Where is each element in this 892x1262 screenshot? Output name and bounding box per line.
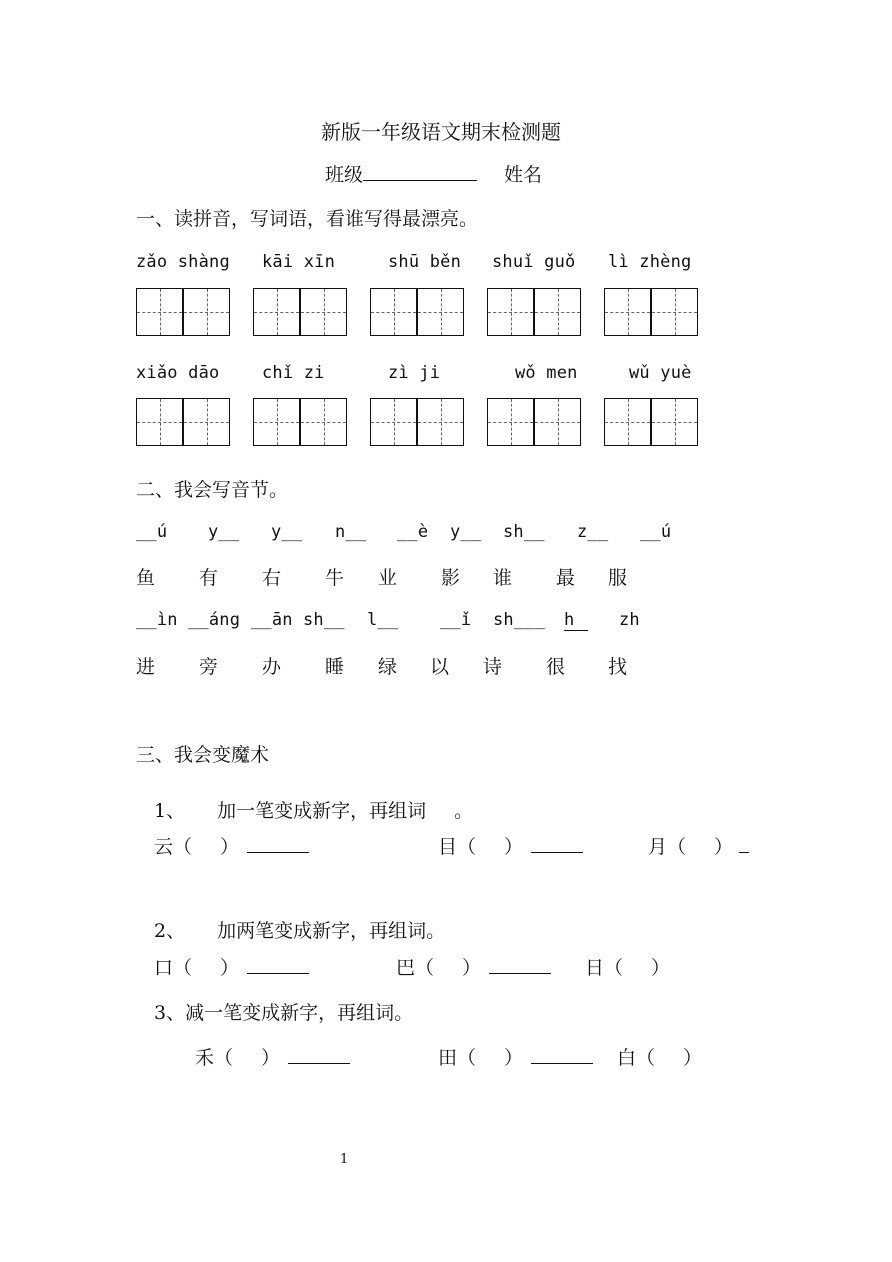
syllable-blank[interactable]: __ìn: [136, 610, 178, 630]
syllable-blank[interactable]: __ú: [640, 522, 672, 542]
writing-grid[interactable]: [370, 288, 464, 336]
hanzi: 办: [262, 656, 282, 678]
question-text: 加两笔变成新字，再组词。: [217, 920, 446, 942]
answer-item: 口（ ）: [154, 953, 309, 980]
writing-grid[interactable]: [253, 288, 347, 336]
syllable-blank[interactable]: y__: [208, 522, 240, 542]
syllable-blank[interactable]: l__: [367, 610, 399, 630]
hanzi: 旁: [199, 656, 219, 678]
answer-item: 白（ ）: [617, 1047, 703, 1069]
syllable-blank[interactable]: y__: [271, 522, 303, 542]
syllable-blank[interactable]: n__: [335, 522, 367, 542]
syllable-blank[interactable]: __áng: [188, 610, 241, 630]
question-number: 1、: [154, 800, 186, 822]
syllable-blank[interactable]: __ú: [136, 522, 168, 542]
syllable-blank[interactable]: y__: [450, 522, 482, 542]
pinyin-2-1: xiǎo dāo: [136, 363, 220, 383]
name-label: 姓名: [504, 164, 543, 186]
section1-heading: 一、读拼音，写词语，看谁写得最漂亮。: [136, 208, 479, 230]
hanzi: 服: [608, 567, 628, 589]
hanzi: 牛: [325, 567, 345, 589]
answer-item: 目（ ）: [438, 832, 583, 859]
class-label: 班级: [325, 164, 364, 186]
syllable-blank[interactable]: __ǐ: [440, 610, 472, 630]
question-1: 1、 加一笔变成新字，再组词 。: [154, 800, 474, 822]
writing-grid[interactable]: [604, 398, 698, 446]
hanzi: 最: [556, 567, 576, 589]
answer-blank[interactable]: [531, 1047, 593, 1064]
writing-grid[interactable]: [370, 398, 464, 446]
pinyin-1-2: kāi xīn: [262, 252, 336, 272]
pinyin-1-5: lì zhèng: [608, 252, 692, 272]
question-number: 2、: [154, 920, 186, 942]
answer-item: 云（ ）: [154, 832, 309, 859]
hanzi: 鱼: [136, 567, 156, 589]
page-number: 1: [340, 1152, 349, 1167]
writing-grid[interactable]: [136, 288, 230, 336]
hanzi: 业: [378, 567, 398, 589]
syllable-blank[interactable]: h: [564, 610, 588, 630]
pinyin-1-1: zǎo shàng: [136, 252, 230, 272]
answer-item: 巴（ ）: [396, 953, 551, 980]
writing-grid[interactable]: [136, 398, 230, 446]
hanzi: 以: [430, 656, 450, 678]
answer-item: 禾（ ）: [195, 1043, 350, 1070]
syllable-blank[interactable]: __ān: [251, 610, 293, 630]
answer-blank[interactable]: [489, 957, 551, 974]
hanzi: 很: [546, 656, 566, 678]
answer-item: 日（ ）: [585, 957, 671, 979]
syllable-blank[interactable]: sh___: [493, 610, 546, 630]
pinyin-1-3: shū běn: [388, 252, 462, 272]
syllable-blank[interactable]: __è: [397, 522, 429, 542]
syllable-blank[interactable]: zh: [619, 610, 640, 630]
hanzi: 睡: [325, 656, 345, 678]
pinyin-2-5: wǔ yuè: [629, 363, 692, 383]
page-title: 新版一年级语文期末检测题: [321, 120, 561, 144]
hanzi: 进: [136, 656, 156, 678]
answer-blank[interactable]: [288, 1047, 350, 1064]
syllable-blank[interactable]: sh__: [303, 610, 345, 630]
pinyin-1-4: shuǐ guǒ: [492, 252, 576, 272]
question-text: 加一笔变成新字，再组词: [217, 800, 427, 822]
syllable-blank[interactable]: sh__: [503, 522, 545, 542]
answer-blank[interactable]: [247, 836, 309, 853]
writing-grid[interactable]: [604, 288, 698, 336]
answer-item: 月（ ）: [648, 832, 749, 859]
class-field: [325, 160, 477, 187]
section2-heading: 二、我会写音节。: [136, 479, 289, 501]
hanzi: 诗: [483, 656, 503, 678]
writing-grid[interactable]: [487, 288, 581, 336]
hanzi: 谁: [493, 567, 513, 589]
answer-blank[interactable]: [531, 836, 583, 853]
question-3: 3、减一笔变成新字，再组词。: [154, 1002, 414, 1024]
class-blank[interactable]: [363, 164, 477, 181]
pinyin-2-4: wǒ men: [515, 363, 578, 383]
writing-grid[interactable]: [253, 398, 347, 446]
hanzi: 有: [199, 567, 219, 589]
answer-blank[interactable]: [739, 836, 749, 853]
question-2: [154, 916, 445, 943]
writing-grid[interactable]: [487, 398, 581, 446]
pinyin-2-2: chǐ zi: [262, 363, 325, 383]
pinyin-2-3: zì ji: [388, 363, 441, 383]
syllable-blank[interactable]: z__: [577, 522, 609, 542]
hanzi: 右: [262, 567, 282, 589]
hanzi: 影: [441, 567, 461, 589]
answer-item: 田（ ）: [438, 1043, 593, 1070]
answer-blank[interactable]: [247, 957, 309, 974]
section3-heading: 三、我会变魔术: [136, 744, 270, 766]
hanzi: 找: [608, 656, 628, 678]
hanzi: 绿: [378, 656, 398, 678]
